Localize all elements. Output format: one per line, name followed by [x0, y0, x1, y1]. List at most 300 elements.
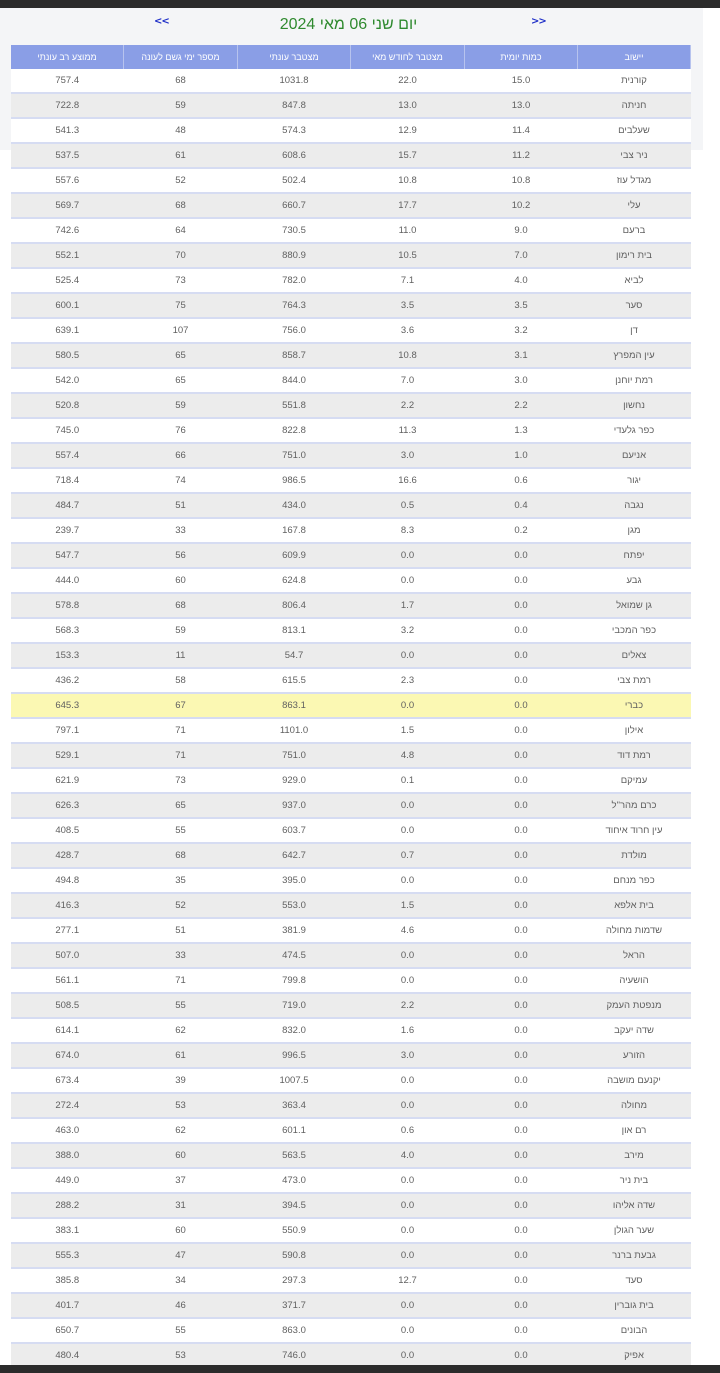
rain-days-cell: 61	[124, 143, 238, 168]
month-total-cell: 12.7	[351, 1268, 465, 1293]
average-cell: 547.7	[11, 543, 124, 568]
locality-cell: יפתח	[578, 543, 691, 568]
month-total-cell: 2.2	[351, 993, 465, 1018]
rain-days-cell: 46	[124, 1293, 238, 1318]
table-row	[11, 668, 691, 693]
month-total-cell: 0.7	[351, 843, 465, 868]
average-cell: 408.5	[11, 818, 124, 843]
month-total-cell: 0.0	[351, 1193, 465, 1218]
month-total-cell: 22.0	[351, 69, 465, 93]
locality-cell: בית ניר	[578, 1168, 691, 1193]
table-row	[11, 1018, 691, 1043]
month-total-cell: 3.0	[351, 1043, 465, 1068]
season-total-cell: 929.0	[238, 768, 351, 793]
average-cell: 614.1	[11, 1018, 124, 1043]
month-total-cell: 15.7	[351, 143, 465, 168]
average-cell: 388.0	[11, 1143, 124, 1168]
locality-cell: מגדל עוז	[578, 168, 691, 193]
average-cell: 153.3	[11, 643, 124, 668]
month-total-cell: 10.5	[351, 243, 465, 268]
rain-days-cell: 71	[124, 968, 238, 993]
month-total-cell: 4.6	[351, 918, 465, 943]
season-total-cell: 751.0	[238, 743, 351, 768]
daily-amount-cell: 0.0	[465, 843, 578, 868]
average-cell: 757.4	[11, 69, 124, 93]
season-total-cell: 473.0	[238, 1168, 351, 1193]
table-row	[11, 493, 691, 518]
table-row	[11, 268, 691, 293]
daily-amount-cell: 0.0	[465, 818, 578, 843]
locality-cell: שעלבים	[578, 118, 691, 143]
rain-days-cell: 52	[124, 168, 238, 193]
table-row	[11, 1093, 691, 1118]
rain-days-cell: 53	[124, 1343, 238, 1368]
month-total-cell: 4.0	[351, 1143, 465, 1168]
average-cell: 529.1	[11, 743, 124, 768]
average-cell: 673.4	[11, 1068, 124, 1093]
average-cell: 239.7	[11, 518, 124, 543]
average-cell: 272.4	[11, 1093, 124, 1118]
locality-cell: מולדת	[578, 843, 691, 868]
daily-amount-cell: 0.4	[465, 493, 578, 518]
daily-amount-cell: 0.0	[465, 668, 578, 693]
locality-cell: עין המפרץ	[578, 343, 691, 368]
season-total-cell: 986.5	[238, 468, 351, 493]
season-total-cell: 1101.0	[238, 718, 351, 743]
month-total-cell: 0.0	[351, 968, 465, 993]
locality-cell: סער	[578, 293, 691, 318]
rain-days-cell: 52	[124, 893, 238, 918]
locality-cell: עלי	[578, 193, 691, 218]
daily-amount-cell: 0.0	[465, 1018, 578, 1043]
daily-amount-cell: 0.0	[465, 1118, 578, 1143]
locality-cell: יקנעם מושבה	[578, 1068, 691, 1093]
locality-cell: שער הגולן	[578, 1218, 691, 1243]
rain-days-cell: 66	[124, 443, 238, 468]
month-total-cell: 1.5	[351, 893, 465, 918]
rain-days-cell: 70	[124, 243, 238, 268]
table-row	[11, 868, 691, 893]
table-row	[11, 293, 691, 318]
rain-days-cell: 59	[124, 618, 238, 643]
season-total-cell: 863.0	[238, 1318, 351, 1343]
rain-days-cell: 65	[124, 343, 238, 368]
month-total-cell: 8.3	[351, 518, 465, 543]
table-row	[11, 818, 691, 843]
month-total-cell: 3.2	[351, 618, 465, 643]
month-total-cell: 11.3	[351, 418, 465, 443]
average-cell: 552.1	[11, 243, 124, 268]
table-row	[11, 193, 691, 218]
month-total-cell: 0.0	[351, 1318, 465, 1343]
locality-cell: גן שמואל	[578, 593, 691, 618]
daily-amount-cell: 15.0	[465, 69, 578, 93]
average-cell: 520.8	[11, 393, 124, 418]
season-total-cell: 799.8	[238, 968, 351, 993]
average-cell: 385.8	[11, 1268, 124, 1293]
table-row	[11, 418, 691, 443]
daily-amount-cell: 10.2	[465, 193, 578, 218]
table-row	[11, 368, 691, 393]
daily-amount-cell: 3.0	[465, 368, 578, 393]
column-header-locality[interactable]: יישוב	[578, 45, 691, 69]
average-cell: 383.1	[11, 1218, 124, 1243]
table-row	[11, 1143, 691, 1168]
locality-cell: מגן	[578, 518, 691, 543]
month-total-cell: 17.7	[351, 193, 465, 218]
daily-amount-cell: 0.0	[465, 968, 578, 993]
rain-days-cell: 64	[124, 218, 238, 243]
season-total-cell: 615.5	[238, 668, 351, 693]
daily-amount-cell: 3.1	[465, 343, 578, 368]
average-cell: 569.7	[11, 193, 124, 218]
table-row	[11, 69, 691, 93]
rain-days-cell: 39	[124, 1068, 238, 1093]
rain-days-cell: 55	[124, 993, 238, 1018]
locality-cell: צאלים	[578, 643, 691, 668]
rainfall-table	[11, 45, 691, 1369]
month-total-cell: 0.0	[351, 1218, 465, 1243]
season-total-cell: 609.9	[238, 543, 351, 568]
locality-cell: כפר גלעדי	[578, 418, 691, 443]
locality-cell: אניעם	[578, 443, 691, 468]
average-cell: 621.9	[11, 768, 124, 793]
daily-amount-cell: 11.2	[465, 143, 578, 168]
season-total-cell: 167.8	[238, 518, 351, 543]
season-total-cell: 297.3	[238, 1268, 351, 1293]
rain-days-cell: 68	[124, 843, 238, 868]
average-cell: 277.1	[11, 918, 124, 943]
average-cell: 626.3	[11, 793, 124, 818]
previous-day-link[interactable]: <<	[154, 16, 169, 27]
locality-cell: נגבה	[578, 493, 691, 518]
month-total-cell: 10.8	[351, 343, 465, 368]
rain-days-cell: 37	[124, 1168, 238, 1193]
locality-cell: לביא	[578, 268, 691, 293]
column-header-month-total[interactable]: מצטבר לחודש מאי	[351, 45, 465, 69]
average-cell: 416.3	[11, 893, 124, 918]
rain-days-cell: 53	[124, 1093, 238, 1118]
locality-cell: סעד	[578, 1268, 691, 1293]
month-total-cell: 0.0	[351, 1243, 465, 1268]
season-total-cell: 608.6	[238, 143, 351, 168]
season-total-cell: 502.4	[238, 168, 351, 193]
table-row	[11, 243, 691, 268]
season-total-cell: 624.8	[238, 568, 351, 593]
table-row	[11, 1168, 691, 1193]
rain-days-cell: 62	[124, 1018, 238, 1043]
season-total-cell: 746.0	[238, 1343, 351, 1368]
season-total-cell: 371.7	[238, 1293, 351, 1318]
season-total-cell: 764.3	[238, 293, 351, 318]
locality-cell: גבע	[578, 568, 691, 593]
month-total-cell: 0.0	[351, 1293, 465, 1318]
daily-amount-cell: 0.0	[465, 1218, 578, 1243]
average-cell: 537.5	[11, 143, 124, 168]
month-total-cell: 13.0	[351, 93, 465, 118]
daily-amount-cell: 0.0	[465, 743, 578, 768]
average-cell: 561.1	[11, 968, 124, 993]
rain-days-cell: 51	[124, 493, 238, 518]
month-total-cell: 0.1	[351, 768, 465, 793]
table-row	[11, 1293, 691, 1318]
table-row	[11, 343, 691, 368]
season-total-cell: 601.1	[238, 1118, 351, 1143]
season-total-cell: 553.0	[238, 893, 351, 918]
rain-days-cell: 11	[124, 643, 238, 668]
month-total-cell: 11.0	[351, 218, 465, 243]
daily-amount-cell: 9.0	[465, 218, 578, 243]
column-header-rain-days[interactable]: מספר ימי גשם לעונה	[124, 45, 238, 69]
daily-amount-cell: 11.4	[465, 118, 578, 143]
table-row	[11, 968, 691, 993]
month-total-cell: 0.0	[351, 1093, 465, 1118]
season-total-cell: 551.8	[238, 393, 351, 418]
table-row	[11, 218, 691, 243]
season-total-cell: 832.0	[238, 1018, 351, 1043]
header-row	[11, 45, 691, 69]
daily-amount-cell: 0.0	[465, 1093, 578, 1118]
locality-cell: הבונים	[578, 1318, 691, 1343]
daily-amount-cell: 0.0	[465, 543, 578, 568]
month-total-cell: 2.3	[351, 668, 465, 693]
average-cell: 580.5	[11, 343, 124, 368]
locality-cell: אילון	[578, 718, 691, 743]
average-cell: 541.3	[11, 118, 124, 143]
table-row	[11, 643, 691, 668]
locality-cell: מחולה	[578, 1093, 691, 1118]
daily-amount-cell: 0.0	[465, 693, 578, 718]
average-cell: 288.2	[11, 1193, 124, 1218]
locality-cell: כפר המכבי	[578, 618, 691, 643]
season-total-cell: 813.1	[238, 618, 351, 643]
average-cell: 718.4	[11, 468, 124, 493]
rain-days-cell: 71	[124, 718, 238, 743]
locality-cell: אפיק	[578, 1343, 691, 1368]
rain-days-cell: 65	[124, 793, 238, 818]
table-row-highlighted	[11, 693, 691, 718]
table-row	[11, 393, 691, 418]
locality-cell: שדה אליהו	[578, 1193, 691, 1218]
average-cell: 480.4	[11, 1343, 124, 1368]
average-cell: 722.8	[11, 93, 124, 118]
season-total-cell: 782.0	[238, 268, 351, 293]
rain-days-cell: 68	[124, 593, 238, 618]
season-total-cell: 880.9	[238, 243, 351, 268]
table-row	[11, 1043, 691, 1068]
column-header-daily[interactable]: כמות יומית	[465, 45, 578, 69]
season-total-cell: 858.7	[238, 343, 351, 368]
daily-amount-cell: 0.0	[465, 893, 578, 918]
locality-cell: הזורע	[578, 1043, 691, 1068]
season-total-cell: 822.8	[238, 418, 351, 443]
daily-amount-cell: 0.0	[465, 1143, 578, 1168]
rain-days-cell: 34	[124, 1268, 238, 1293]
table-row	[11, 843, 691, 868]
average-cell: 449.0	[11, 1168, 124, 1193]
table-row	[11, 468, 691, 493]
rain-days-cell: 56	[124, 543, 238, 568]
table-row	[11, 1068, 691, 1093]
locality-cell: עמיקם	[578, 768, 691, 793]
locality-cell: קורנית	[578, 69, 691, 93]
locality-cell: רמת צבי	[578, 668, 691, 693]
table-row	[11, 168, 691, 193]
rain-days-cell: 62	[124, 1118, 238, 1143]
daily-amount-cell: 0.0	[465, 1068, 578, 1093]
average-cell: 542.0	[11, 368, 124, 393]
table-row	[11, 593, 691, 618]
next-day-link[interactable]: >>	[531, 16, 546, 27]
season-total-cell: 550.9	[238, 1218, 351, 1243]
daily-amount-cell: 0.0	[465, 993, 578, 1018]
locality-cell: שדה יעקב	[578, 1018, 691, 1043]
month-total-cell: 7.1	[351, 268, 465, 293]
month-total-cell: 16.6	[351, 468, 465, 493]
season-total-cell: 1031.8	[238, 69, 351, 93]
season-total-cell: 806.4	[238, 593, 351, 618]
month-total-cell: 0.0	[351, 793, 465, 818]
month-total-cell: 0.5	[351, 493, 465, 518]
rain-days-cell: 47	[124, 1243, 238, 1268]
average-cell: 639.1	[11, 318, 124, 343]
daily-amount-cell: 0.0	[465, 568, 578, 593]
table-row	[11, 618, 691, 643]
locality-cell: כרם מהר"ל	[578, 793, 691, 818]
locality-cell: רמת דוד	[578, 743, 691, 768]
season-total-cell: 434.0	[238, 493, 351, 518]
table-row	[11, 893, 691, 918]
average-cell: 600.1	[11, 293, 124, 318]
month-total-cell: 12.9	[351, 118, 465, 143]
column-header-season-total[interactable]: מצטבר עונתי	[238, 45, 351, 69]
locality-cell: נחשון	[578, 393, 691, 418]
daily-amount-cell: 0.0	[465, 1168, 578, 1193]
season-total-cell: 394.5	[238, 1193, 351, 1218]
daily-amount-cell: 3.2	[465, 318, 578, 343]
average-cell: 745.0	[11, 418, 124, 443]
rain-days-cell: 67	[124, 693, 238, 718]
locality-cell: גבעת ברנר	[578, 1243, 691, 1268]
month-total-cell: 7.0	[351, 368, 465, 393]
month-total-cell: 0.0	[351, 568, 465, 593]
month-total-cell: 0.0	[351, 1168, 465, 1193]
average-cell: 674.0	[11, 1043, 124, 1068]
locality-cell: חניתה	[578, 93, 691, 118]
daily-amount-cell: 10.8	[465, 168, 578, 193]
rain-days-cell: 55	[124, 1318, 238, 1343]
daily-amount-cell: 0.0	[465, 1293, 578, 1318]
daily-amount-cell: 0.2	[465, 518, 578, 543]
season-total-cell: 642.7	[238, 843, 351, 868]
rain-days-cell: 33	[124, 943, 238, 968]
season-total-cell: 381.9	[238, 918, 351, 943]
rain-days-cell: 73	[124, 268, 238, 293]
season-total-cell: 844.0	[238, 368, 351, 393]
right-gutter	[700, 150, 720, 1365]
locality-cell: בית גוברין	[578, 1293, 691, 1318]
table-row	[11, 1193, 691, 1218]
locality-cell: יגור	[578, 468, 691, 493]
daily-amount-cell: 0.0	[465, 943, 578, 968]
month-total-cell: 10.8	[351, 168, 465, 193]
season-total-cell: 863.1	[238, 693, 351, 718]
daily-amount-cell: 0.0	[465, 1318, 578, 1343]
bottom-navigation-strip	[0, 1365, 720, 1373]
month-total-cell: 0.0	[351, 1343, 465, 1368]
locality-cell: הושעיה	[578, 968, 691, 993]
season-total-cell: 590.8	[238, 1243, 351, 1268]
season-total-cell: 363.4	[238, 1093, 351, 1118]
month-total-cell: 3.5	[351, 293, 465, 318]
average-cell: 463.0	[11, 1118, 124, 1143]
table-row	[11, 143, 691, 168]
locality-cell: ניר צבי	[578, 143, 691, 168]
daily-amount-cell: 1.3	[465, 418, 578, 443]
month-total-cell: 3.0	[351, 443, 465, 468]
month-total-cell: 1.7	[351, 593, 465, 618]
month-total-cell: 0.0	[351, 868, 465, 893]
average-cell: 578.8	[11, 593, 124, 618]
daily-amount-cell: 0.6	[465, 468, 578, 493]
month-total-cell: 0.0	[351, 693, 465, 718]
rain-days-cell: 61	[124, 1043, 238, 1068]
table-row	[11, 993, 691, 1018]
daily-amount-cell: 3.5	[465, 293, 578, 318]
locality-cell: מנפטת העמק	[578, 993, 691, 1018]
rain-days-cell: 59	[124, 393, 238, 418]
average-cell: 401.7	[11, 1293, 124, 1318]
daily-amount-cell: 0.0	[465, 1243, 578, 1268]
locality-cell: הראל	[578, 943, 691, 968]
rain-days-cell: 65	[124, 368, 238, 393]
daily-amount-cell: 2.2	[465, 393, 578, 418]
daily-amount-cell: 0.0	[465, 643, 578, 668]
column-header-multiyear-average[interactable]: ממוצע רב עונתי	[11, 45, 124, 69]
daily-amount-cell: 0.0	[465, 918, 578, 943]
average-cell: 742.6	[11, 218, 124, 243]
rain-days-cell: 35	[124, 868, 238, 893]
table-row	[11, 543, 691, 568]
average-cell: 555.3	[11, 1243, 124, 1268]
daily-amount-cell: 13.0	[465, 93, 578, 118]
average-cell: 508.5	[11, 993, 124, 1018]
table-row	[11, 918, 691, 943]
daily-amount-cell: 7.0	[465, 243, 578, 268]
daily-amount-cell: 0.0	[465, 718, 578, 743]
rain-days-cell: 33	[124, 518, 238, 543]
month-total-cell: 0.0	[351, 643, 465, 668]
season-total-cell: 730.5	[238, 218, 351, 243]
daily-amount-cell: 4.0	[465, 268, 578, 293]
rain-days-cell: 31	[124, 1193, 238, 1218]
month-total-cell: 0.0	[351, 543, 465, 568]
season-total-cell: 603.7	[238, 818, 351, 843]
rain-days-cell: 58	[124, 668, 238, 693]
locality-cell: בית אלפא	[578, 893, 691, 918]
rain-days-cell: 73	[124, 768, 238, 793]
daily-amount-cell: 0.0	[465, 868, 578, 893]
rain-days-cell: 75	[124, 293, 238, 318]
season-total-cell: 474.5	[238, 943, 351, 968]
locality-cell: מירב	[578, 1143, 691, 1168]
table-row	[11, 1118, 691, 1143]
locality-cell: עין חרוד איחוד	[578, 818, 691, 843]
rain-days-cell: 71	[124, 743, 238, 768]
table-row	[11, 793, 691, 818]
locality-cell: דן	[578, 318, 691, 343]
locality-cell: בית רימון	[578, 243, 691, 268]
